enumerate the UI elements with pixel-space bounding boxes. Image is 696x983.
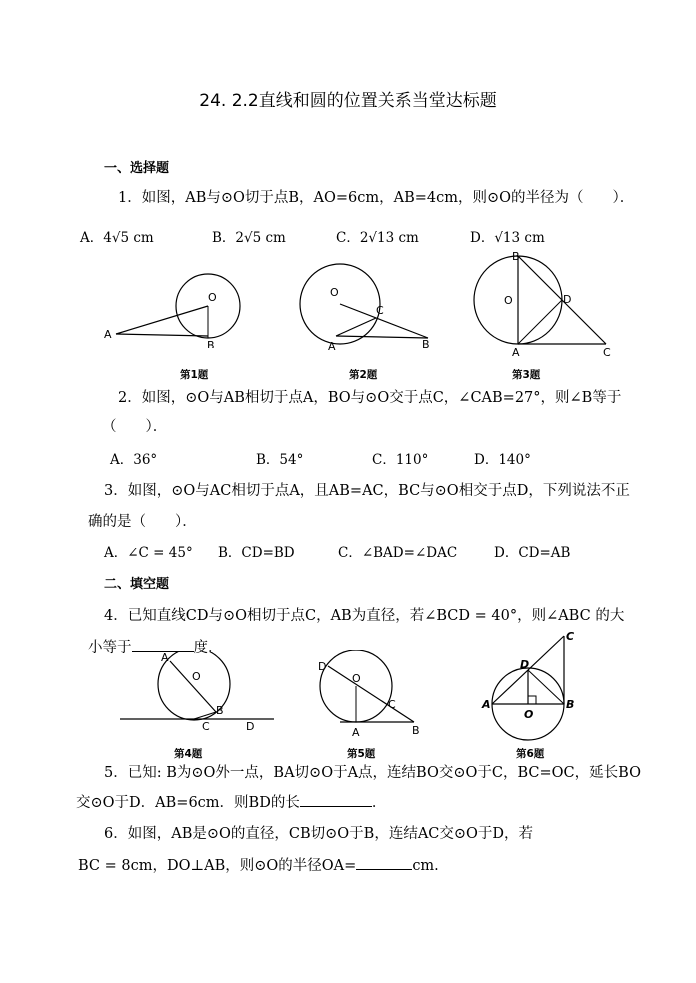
q6-text-after: cm. — [412, 858, 439, 874]
q5-text-before: 交⊙O于D．AB=6cm．则BD的长 — [76, 795, 300, 811]
fig5-line-db — [328, 666, 414, 722]
q6-text-before: BC = 8cm，DO⊥AB，则⊙O的半径OA= — [78, 858, 357, 874]
q1-option-b: B．2√5 cm — [212, 230, 286, 246]
fig5-label-d: D — [318, 660, 327, 673]
question-5-line-2 — [76, 791, 386, 812]
question-6-line-1: 6．如图，AB是⊙O的直径，CB切⊙O于B，连结AC交⊙O于D，若 — [104, 826, 534, 842]
fig2-label-o: O — [330, 286, 339, 299]
fig4-label-d: D — [246, 720, 255, 733]
fig3-line-ad — [518, 300, 562, 344]
fig5-label-a: A — [352, 726, 360, 739]
question-3-line-2: 确的是（ ）． — [88, 514, 197, 530]
fig3-label-b: B — [512, 250, 520, 263]
section-choice-heading: 一、选择题 — [104, 161, 170, 176]
question-2-line-2: （ ）． — [102, 419, 168, 435]
caption-fig-3: 第3题 — [512, 369, 541, 381]
fig1-label-b: B — [207, 339, 215, 348]
q5-answer-blank[interactable] — [300, 792, 372, 807]
fig2-chord-ac — [336, 318, 376, 336]
fig6-right-angle-mark — [528, 696, 536, 704]
fig6-label-b: B — [566, 698, 575, 711]
q4-answer-blank[interactable] — [132, 637, 194, 652]
q6-answer-blank[interactable] — [356, 855, 412, 870]
fig2-line-ob — [340, 304, 428, 338]
fig1-label-o: O — [208, 291, 217, 304]
question-1-text: 1．如图，AB与⊙O切于点B，AO=6cm，AB=4cm，则⊙O的半径为（ ）． — [118, 190, 635, 206]
fig3-label-a: A — [512, 346, 520, 359]
fig6-label-d: D — [520, 658, 530, 671]
fig2-line-ab — [336, 336, 428, 338]
q5-text-after: ． — [371, 795, 387, 811]
q3-option-b: B．CD=BD — [218, 545, 295, 561]
q1-option-a: A．4√5 cm — [80, 230, 154, 246]
page-title: 24. 2.2直线和圆的位置关系当堂达标题 — [199, 91, 497, 111]
fig3-label-o: O — [504, 294, 513, 307]
q4-text-after: 度． — [193, 640, 223, 656]
fig4-label-a: A — [161, 652, 169, 664]
figure-3 — [466, 250, 626, 362]
fig1-label-a: A — [104, 328, 112, 341]
fig6-label-o: O — [524, 708, 534, 721]
fig4-label-c: C — [202, 720, 210, 733]
fig6-label-a: A — [482, 698, 491, 711]
q2-option-d: D．140° — [474, 452, 531, 468]
q1-option-c: C．2√13 cm — [336, 230, 419, 246]
caption-fig-2: 第2题 — [349, 369, 378, 381]
fig5-label-o: O — [352, 672, 361, 685]
q2-option-b: B．54° — [256, 452, 304, 468]
fig4-diameter-ab — [170, 661, 216, 712]
fig5-label-b: B — [412, 724, 420, 737]
section-fill-heading: 二、填空题 — [104, 577, 170, 592]
fig3-label-d: D — [563, 293, 572, 306]
caption-fig-6: 第6题 — [516, 748, 545, 760]
fig4-label-o: O — [192, 670, 201, 683]
q1-option-d: D．√13 cm — [470, 230, 545, 246]
question-4-line-1: 4．已知直线CD与⊙O相切于点C，AB为直径，若∠BCD = 40°，则∠ABC 的大 — [104, 608, 625, 624]
q2-option-c: C．110° — [372, 452, 429, 468]
question-2-line-1: 2．如图，⊙O与AB相切于点A，BO与⊙O交于点C，∠CAB=27°，则∠B等于 — [118, 390, 622, 406]
q4-text-before: 小等于 — [88, 640, 132, 656]
q3-option-d: D．CD=AB — [494, 545, 571, 561]
fig6-line-db — [528, 670, 564, 704]
caption-fig-1: 第1题 — [180, 369, 209, 381]
question-5-line-1: 5．已知: B为⊙O外一点，BA切⊙O于A点，连结BO交⊙O于C，BC=OC，延长BO — [104, 765, 641, 781]
figure-4 — [116, 652, 278, 734]
figure-1 — [96, 268, 256, 348]
fig5-label-c: C — [388, 698, 396, 711]
fig1-line-ao — [116, 306, 208, 334]
figure-2 — [296, 262, 446, 354]
fig6-label-c: C — [566, 630, 575, 643]
question-6-line-2 — [78, 854, 439, 875]
figure-5 — [310, 650, 430, 740]
fig2-label-c: C — [376, 304, 384, 317]
q3-option-a: A．∠C = 45° — [104, 545, 193, 561]
q3-option-c: C．∠BAD=∠DAC — [338, 545, 458, 561]
q2-option-a: A．36° — [110, 452, 158, 468]
question-3-line-1: 3．如图，⊙O与AC相切于点A，且AB=AC，BC与⊙O相交于点D，下列说法不正 — [104, 483, 630, 499]
fig2-label-b: B — [422, 338, 430, 351]
fig4-label-b: B — [216, 704, 224, 717]
fig2-label-a: A — [328, 340, 336, 353]
figure-6 — [480, 628, 590, 744]
fig3-label-c: C — [603, 346, 611, 359]
caption-fig-4: 第4题 — [174, 748, 203, 760]
caption-fig-5: 第5题 — [347, 748, 376, 760]
